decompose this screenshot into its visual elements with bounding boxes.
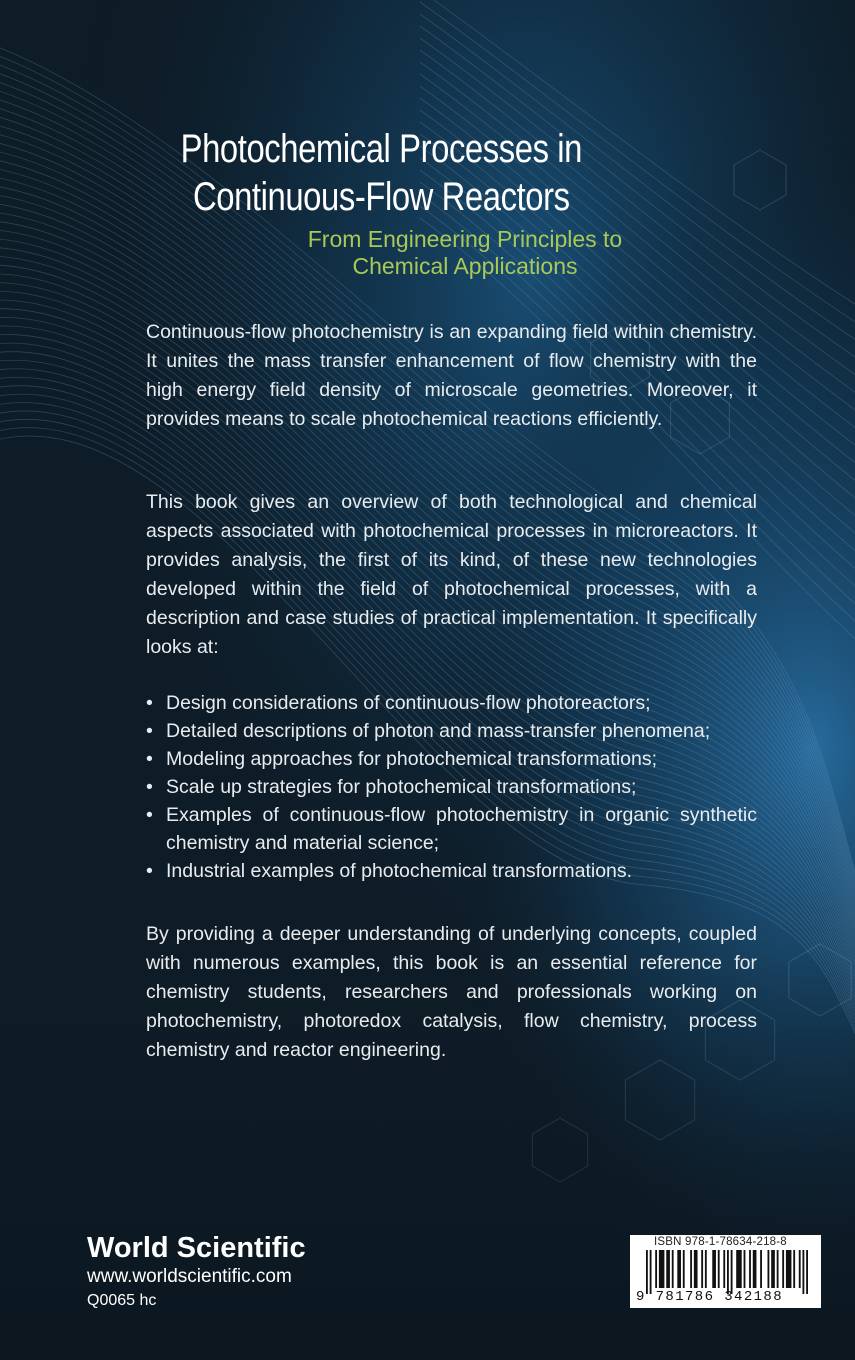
bullet-icon: • (146, 692, 153, 714)
barcode-bar (749, 1250, 751, 1288)
bullet-icon: • (146, 748, 153, 770)
publisher-logo-text: World Scientific (87, 1232, 306, 1264)
barcode-bar (802, 1250, 804, 1294)
barcode-bar (799, 1250, 801, 1288)
book-subtitle-line-1: From Engineering Principles to (307, 226, 623, 252)
barcode-bar (744, 1250, 746, 1288)
list-item: • Modeling approaches for photochemical transformations; (146, 745, 757, 773)
barcode-bar (723, 1250, 725, 1288)
barcode-bar (712, 1250, 716, 1288)
barcode-bar (786, 1250, 792, 1288)
list-item: • Detailed descriptions of photon and mass-transfer phenomena; (146, 717, 757, 745)
barcode-bar (655, 1250, 657, 1288)
isbn-digits: 9 781786 342188 (636, 1289, 784, 1305)
description-paragraph-1: Continuous-flow photochemistry is an expanding field within chemistry. It unites the mass transfer enhancement of flow chemistry with the high energy field density of microscale geometries. Moreover, it provides means to scale photochemical reactions efficiently. (146, 321, 757, 430)
barcode-bar (718, 1250, 720, 1288)
barcode-bar (782, 1250, 784, 1288)
barcode-bar (705, 1250, 707, 1288)
product-code: Q0065 hc (87, 1292, 157, 1309)
barcode-bar (659, 1250, 665, 1288)
barcode-bar (701, 1250, 703, 1288)
barcode-bar (793, 1250, 795, 1288)
bullet-icon: • (146, 720, 153, 742)
barcode-bar (777, 1250, 779, 1288)
barcode-bar (646, 1250, 648, 1294)
book-subtitle-line-2: Chemical Applications (352, 253, 578, 279)
isbn-label: ISBN 978-1-78634-218-8 (654, 1236, 787, 1248)
barcode-bar (690, 1250, 692, 1288)
book-title-line-1: Photochemical Processes in (180, 127, 582, 171)
barcode-bar (736, 1250, 742, 1288)
bullet-icon: • (146, 804, 153, 826)
barcode-bar (731, 1250, 733, 1294)
barcode-bar (683, 1250, 685, 1288)
bullet-icon: • (146, 860, 153, 882)
barcode-bar (650, 1250, 652, 1294)
bullet-icon: • (146, 776, 153, 798)
list-item: • Design considerations of continuous-flow photoreactors; (146, 689, 757, 717)
barcode-bar (672, 1250, 674, 1288)
barcode-bar (694, 1250, 698, 1288)
list-item: • Industrial examples of photochemical transformations. (146, 857, 757, 885)
topics-list (146, 689, 757, 885)
list-item: • Scale up strategies for photochemical transformations; (146, 773, 757, 801)
publisher-url: www.worldscientific.com (87, 1266, 292, 1287)
barcode-bar (768, 1250, 770, 1288)
barcode-bar (771, 1250, 775, 1288)
barcode-bar (727, 1250, 729, 1294)
barcode-bar (760, 1250, 762, 1288)
list-item: • Examples of continuous-flow photochemistry in organic synthetic chemistry and material science; (146, 801, 757, 857)
barcode-icon (646, 1250, 808, 1294)
barcode-bar (666, 1250, 670, 1288)
book-title-line-2: Continuous-Flow Reactors (192, 175, 570, 219)
barcode-bar (753, 1250, 757, 1288)
barcode-bar (806, 1250, 808, 1294)
barcode-bar (677, 1250, 681, 1288)
description-paragraph-2: This book gives an overview of both technological and chemical aspects associated with photochemical processes in microreactors. It provides analysis, the first of its kind, of these new technologies developed within the field of photochemical processes, with a description and case studies of practical implementation. It specifically looks at: (146, 491, 757, 658)
description-paragraph-3: By providing a deeper understanding of underlying concepts, coupled with numerous examples, this book is an essential reference for chemistry students, researchers and professionals working on photochemistry, photoredox catalysis, flow chemistry, process chemistry and reactor engineering. (146, 923, 757, 1061)
